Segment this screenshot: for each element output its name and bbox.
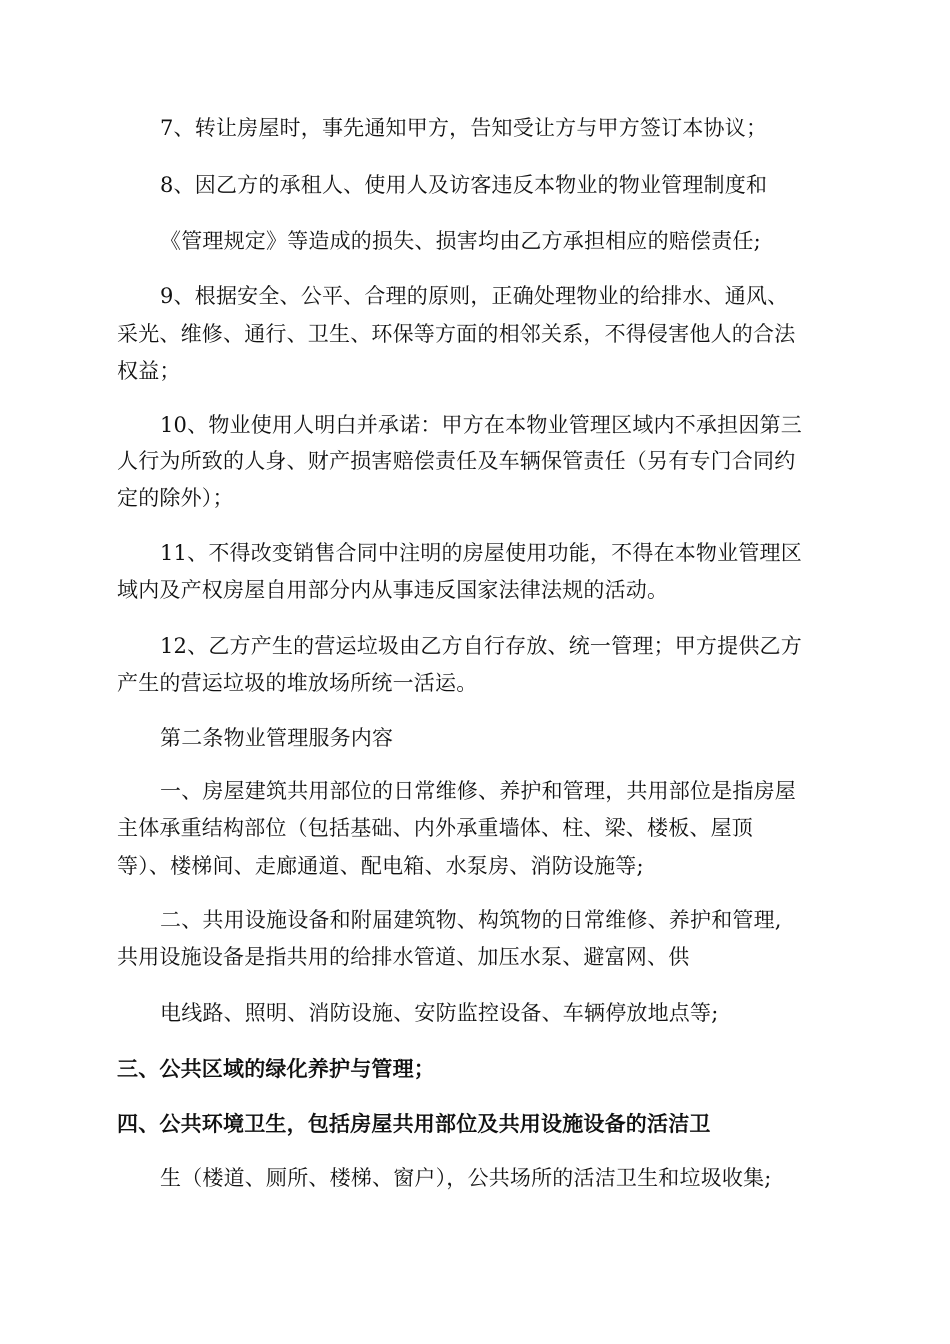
clause-8-line-2: 《管理规定》等造成的损失、损害均由乙方承担相应的赔偿责任;	[160, 229, 761, 253]
service-2-line-1: 二、共用设施设备和附届建筑物、构筑物的日常维修、养护和管理,	[160, 908, 782, 932]
clause-10-line-1: 10、物业使用人明白并承诺：甲方在本物业管理区域内不承担因第三	[160, 413, 802, 437]
clause-12-line-1: 12、乙方产生的营运垃圾由乙方自行存放、统一管理；甲方提供乙方	[160, 634, 802, 658]
clause-10-line-2: 人行为所致的人身、财产损害赔偿责任及车辆保管责任（另有专门合同约	[117, 449, 796, 473]
clause-7: 7、转让房屋时，事先通知甲方，告知受让方与甲方签订本协议；	[160, 116, 768, 140]
service-2-line-3: 电线路、照明、消防设施、安防监控设备、车辆停放地点等;	[160, 1001, 719, 1025]
clause-9-line-3: 权益；	[117, 359, 181, 383]
clause-9-line-1: 9、根据安全、公平、合理的原则，正确处理物业的给排水、通风、	[160, 284, 789, 308]
service-4-line-2: 生（楼道、厕所、楼梯、窗户），公共场所的活洁卫生和垃圾收集;	[160, 1166, 772, 1190]
service-3: 三、公共区域的绿化养护与管理；	[117, 1057, 435, 1081]
clause-10-line-3: 定的除外）；	[117, 486, 234, 510]
service-1-line-3: 等）、楼梯间、走廊通道、配电箱、水泵房、消防设施等;	[117, 854, 644, 878]
clause-11-line-1: 11、不得改变销售合同中注明的房屋使用功能，不得在本物业管理区	[160, 541, 802, 565]
service-4-line-1: 四、公共环境卫生，包括房屋共用部位及共用设施设备的活洁卫	[117, 1112, 711, 1136]
clause-11-line-2: 域内及产权房屋自用部分内从事违反国家法律法规的活动。	[117, 578, 669, 602]
clause-9-line-2: 采光、维修、通行、卫生、环保等方面的相邻关系，不得侵害他人的合法	[117, 322, 796, 346]
service-1-line-2: 主体承重结构部位（包括基础、内外承重墙体、柱、梁、楼板、屋顶	[117, 816, 753, 840]
section-heading: 第二条物业管理服务内容	[160, 726, 394, 750]
clause-8-line-1: 8、因乙方的承租人、使用人及访客违反本物业的物业管理制度和	[160, 173, 768, 197]
service-1-line-1: 一、房屋建筑共用部位的日常维修、养护和管理，共用部位是指房屋	[160, 779, 796, 803]
clause-12-line-2: 产生的营运垃圾的堆放场所统一活运。	[117, 671, 478, 695]
service-2-line-2: 共用设施设备是指共用的给排水管道、加压水泵、避富网、供	[117, 945, 690, 969]
